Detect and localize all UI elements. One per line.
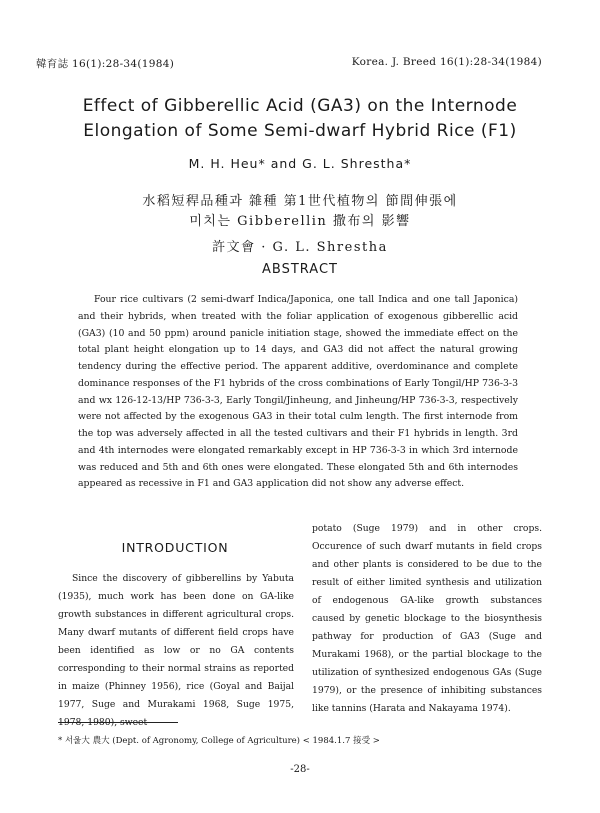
paper-title-line1: Effect of Gibberellic Acid (GA3) on the Internode [82, 96, 518, 116]
journal-header-english: Korea. J. Breed 16(1):28-34(1984) [351, 56, 542, 68]
korean-authors: 許文會 · G. L. Shrestha [212, 240, 388, 255]
introduction-right-column [312, 520, 542, 719]
abstract-heading: ABSTRACT [262, 262, 338, 277]
footnote-divider [58, 722, 178, 723]
introduction-right-text: potato (Suge 1979) and in other crops. Occurence of such dwarf mutants in field crops and other plants is considered to be due to the result of either limited synthesis and utilization of endogenous GA-like growth substances caused by genetic blockage to the biosynthesis pathway for production of GA3 (Suge and Murakami 1968), or the partial blockage to the utilization of synthesized endogenous GAs (Suge 1979), or the presence of inhibiting substances like tannins (Harata and Nakayama 1974). [312, 523, 542, 715]
introduction-left-text: Since the discovery of gibberellins by Yabuta (1935), much work has been done on GA-like growth substances in different agricultural crops. Many dwarf mutants of different field crops have been identified as low or no GA contents corresponding to their normal strains as reported in maize (Phinney 1956), rice (Goyal and Baijal 1977, Suge and Murakami 1968, Suge 1975, 1978, 1980), sweet [58, 573, 294, 729]
authors: M. H. Heu* and G. L. Shrestha* [188, 156, 412, 171]
footnote: * 서울大 農大 (Dept. of Agronomy, College of Agriculture) < 1984.1.7 接受 > [58, 736, 380, 746]
paper-title-line2: Elongation of Some Semi-dwarf Hybrid Rice (F1) [83, 121, 517, 141]
abstract-text: Four rice cultivars (2 semi-dwarf Indica/Japonica, one tall Indica and one tall Japonica) and their hybrids, when treated with the foliar application of exogenous gibberellic acid (GA3) (10 and 50 ppm) around panicle initiation stage, showed the immediate effect on the total plant height elongation up to 14 days, and GA3 did not affect the natural growing tendency during the effective period. The apparent additive, overdominance and complete dominance responses of the F1 hybrids of the cross combinations of Early Tongil/HP 736-3-3 and wx 126-12-13/HP 736-3-3, Early Tongil/Jinheung, and Jinheung/HP 736-3-3, respectively were not affected by the exogenous GA3 in their total culm length. The first internode from the top was adversely affected in all the tested cultivars and their F1 hybrids in length. 3rd and 4th internodes were elongated remarkably except in HP 736-3-3 in which 3rd internode was reduced and 5th and 6th ones were elongated. These elongated 5th and 6th internodes appeared as recessive in F1 and GA3 application did not show any adverse effect. [78, 294, 518, 490]
introduction-left-column [58, 570, 294, 732]
page-number: -28- [290, 764, 310, 775]
korean-title-line1: 水稻短稈品種과 雜種 第1世代植物의 節間伸張에 [142, 194, 458, 209]
abstract-body [78, 292, 518, 493]
journal-header-korean: 韓育誌 16(1):28-34(1984) [36, 58, 175, 70]
korean-title-line2: 미치는 Gibberellin 撒布의 影響 [189, 214, 411, 229]
introduction-heading: INTRODUCTION [121, 540, 229, 555]
